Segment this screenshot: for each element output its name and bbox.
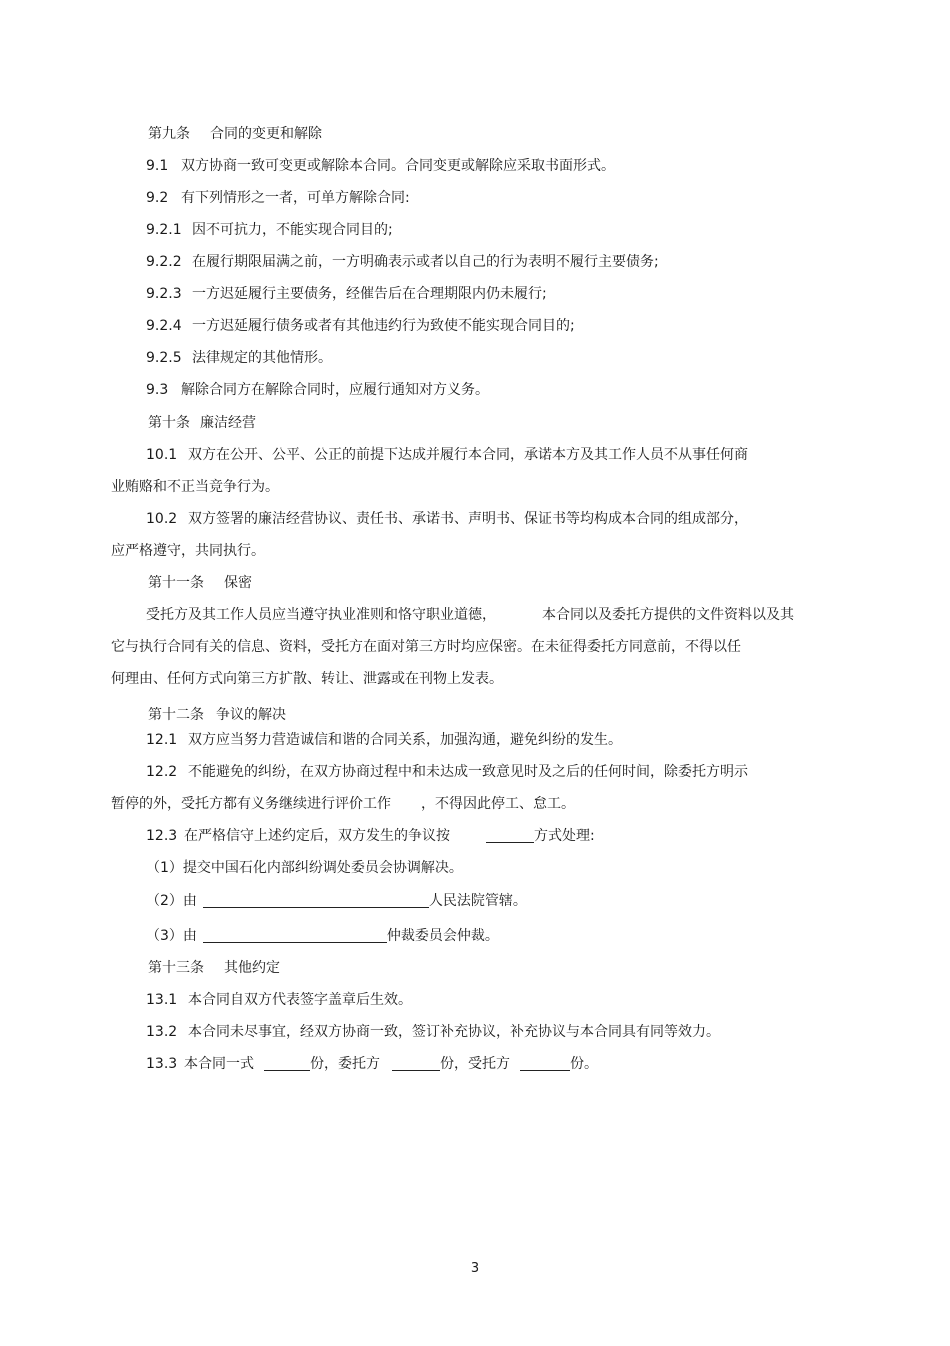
paragraph-text: 受托方及其工作人员应当遵守执业准则和恪守职业道德， — [146, 607, 496, 623]
option-text: 人民法院管辖。 — [428, 893, 527, 909]
clause-number: 13.3 — [146, 1056, 178, 1072]
paragraph-text: 何理由、任何方式向第三方扩散、转让、泄露或在刊物上发表。 — [111, 671, 503, 687]
arbitration-blank — [203, 928, 387, 943]
option-1 — [146, 859, 463, 877]
clause-text: 业贿赂和不正当竞争行为。 — [111, 479, 279, 495]
clause-text: 暂停的外，受托方都有义务继续进行评价工作 — [111, 796, 391, 812]
clause-text: 份，委托方 — [310, 1056, 380, 1072]
article-number: 第十三条 — [148, 960, 204, 976]
clause-text: 份。 — [570, 1056, 598, 1072]
clause-number: 12.2 — [146, 764, 178, 780]
clause-text: 应严格遵守，共同执行。 — [111, 543, 265, 559]
clause-number: 13.2 — [146, 1024, 178, 1040]
clause-text: 双方应当努力营造诚信和谐的合同关系，加强沟通，避免纠纷的发生。 — [188, 732, 622, 748]
clause-number: 12.1 — [146, 732, 178, 748]
article-number: 第十一条 — [148, 575, 204, 591]
option-text: （2）由 — [146, 893, 197, 909]
clause-12-2-line2 — [111, 795, 575, 813]
clause-13-2 — [146, 1023, 720, 1041]
clause-number: 9.2.3 — [146, 286, 182, 302]
clause-13-3 — [146, 1055, 598, 1073]
clause-10-2-line1 — [146, 510, 748, 528]
paragraph-text: 它与执行合同有关的信息、资料，受托方在面对第三方时均应保密。在未征得委托方同意前，不得以任 — [111, 639, 741, 655]
clause-text: 一方迟延履行主要债务，经催告后在合理期限内仍未履行; — [192, 286, 547, 302]
clause-text: 方式处理: — [534, 828, 595, 844]
clause-text: 本合同自双方代表签字盖章后生效。 — [188, 992, 412, 1008]
clause-9-3 — [146, 381, 489, 399]
clause-number: 9.3 — [146, 382, 169, 398]
clause-number: 13.1 — [146, 992, 178, 1008]
option-3 — [146, 927, 499, 945]
article-11-heading — [148, 574, 252, 592]
article-number: 第九条 — [148, 126, 190, 142]
clause-number: 9.2.5 — [146, 350, 182, 366]
article-title: 合同的变更和解除 — [210, 126, 322, 142]
clause-number: 9.2 — [146, 190, 169, 206]
clause-text: 份，受托方 — [440, 1056, 510, 1072]
clause-9-2-5 — [146, 349, 332, 367]
clause-text: 因不可抗力，不能实现合同目的; — [192, 222, 393, 238]
copies-client-blank — [392, 1056, 440, 1071]
clause-number: 10.2 — [146, 511, 178, 527]
clause-number: 10.1 — [146, 447, 178, 463]
copies-contractor-blank — [520, 1056, 570, 1071]
option-2 — [146, 892, 527, 910]
court-blank — [203, 893, 429, 908]
clause-number: 9.1 — [146, 158, 169, 174]
clause-text: 一方迟延履行债务或者有其他违约行为致使不能实现合同目的; — [192, 318, 575, 334]
option-text: 仲裁委员会仲裁。 — [386, 928, 499, 944]
clause-9-1 — [146, 157, 615, 175]
clause-10-1-line2 — [111, 478, 279, 496]
clause-10-2-line2 — [111, 542, 265, 560]
clause-text: 在严格信守上述约定后，双方发生的争议按 — [184, 828, 450, 844]
page-number: 3 — [470, 1261, 480, 1276]
clause-text: 不能避免的纠纷，在双方协商过程中和未达成一致意见时及之后的任何时间，除委托方明示 — [188, 764, 748, 780]
clause-text: 有下列情形之一者，可单方解除合同: — [181, 190, 410, 206]
clause-9-2 — [146, 189, 410, 207]
clause-9-2-1 — [146, 221, 393, 239]
clause-12-1 — [146, 731, 622, 749]
article-9-heading — [148, 125, 322, 143]
clause-text: ，不得因此停工、怠工。 — [421, 796, 575, 812]
clause-text: 法律规定的其他情形。 — [192, 350, 332, 366]
clause-12-3 — [146, 827, 595, 845]
clause-text: 双方在公开、公平、公正的前提下达成并履行本合同，承诺本方及其工作人员不从事任何商 — [188, 447, 748, 463]
option-text: （3）由 — [146, 928, 197, 944]
paragraph-text: 本合同以及委托方提供的文件资料以及其 — [542, 607, 794, 623]
clause-13-1 — [146, 991, 412, 1009]
article-11-line1 — [146, 606, 794, 624]
option-text: （1）提交中国石化内部纠纷调处委员会协调解决。 — [146, 860, 463, 876]
method-blank — [486, 828, 534, 843]
clause-text: 在履行期限届满之前，一方明确表示或者以自己的行为表明不履行主要债务; — [192, 254, 659, 270]
article-10-heading — [148, 414, 256, 432]
clause-9-2-4 — [146, 317, 575, 335]
clause-10-1-line1 — [146, 446, 748, 464]
article-number: 第十二条 — [148, 707, 204, 723]
clause-text: 解除合同方在解除合同时，应履行通知对方义务。 — [181, 382, 489, 398]
clause-text: 双方协商一致可变更或解除本合同。合同变更或解除应采取书面形式。 — [181, 158, 615, 174]
copies-total-blank — [264, 1056, 310, 1071]
article-title: 保密 — [224, 575, 252, 591]
clause-number: 9.2.1 — [146, 222, 182, 238]
article-12-heading — [148, 706, 286, 724]
clause-9-2-2 — [146, 253, 659, 271]
article-title: 其他约定 — [224, 960, 280, 976]
clause-number: 9.2.2 — [146, 254, 182, 270]
article-13-heading — [148, 959, 280, 977]
clause-text: 本合同未尽事宜，经双方协商一致，签订补充协议，补充协议与本合同具有同等效力。 — [188, 1024, 720, 1040]
clause-text: 本合同一式 — [184, 1056, 254, 1072]
clause-number: 12.3 — [146, 828, 178, 844]
article-11-line2 — [111, 638, 741, 656]
clause-number: 9.2.4 — [146, 318, 182, 334]
clause-9-2-3 — [146, 285, 547, 303]
article-title: 廉洁经营 — [200, 415, 256, 431]
article-title: 争议的解决 — [216, 707, 286, 723]
clause-text: 双方签署的廉洁经营协议、责任书、承诺书、声明书、保证书等均构成本合同的组成部分， — [188, 511, 748, 527]
article-11-line3 — [111, 670, 503, 688]
article-number: 第十条 — [148, 415, 190, 431]
clause-12-2-line1 — [146, 763, 748, 781]
